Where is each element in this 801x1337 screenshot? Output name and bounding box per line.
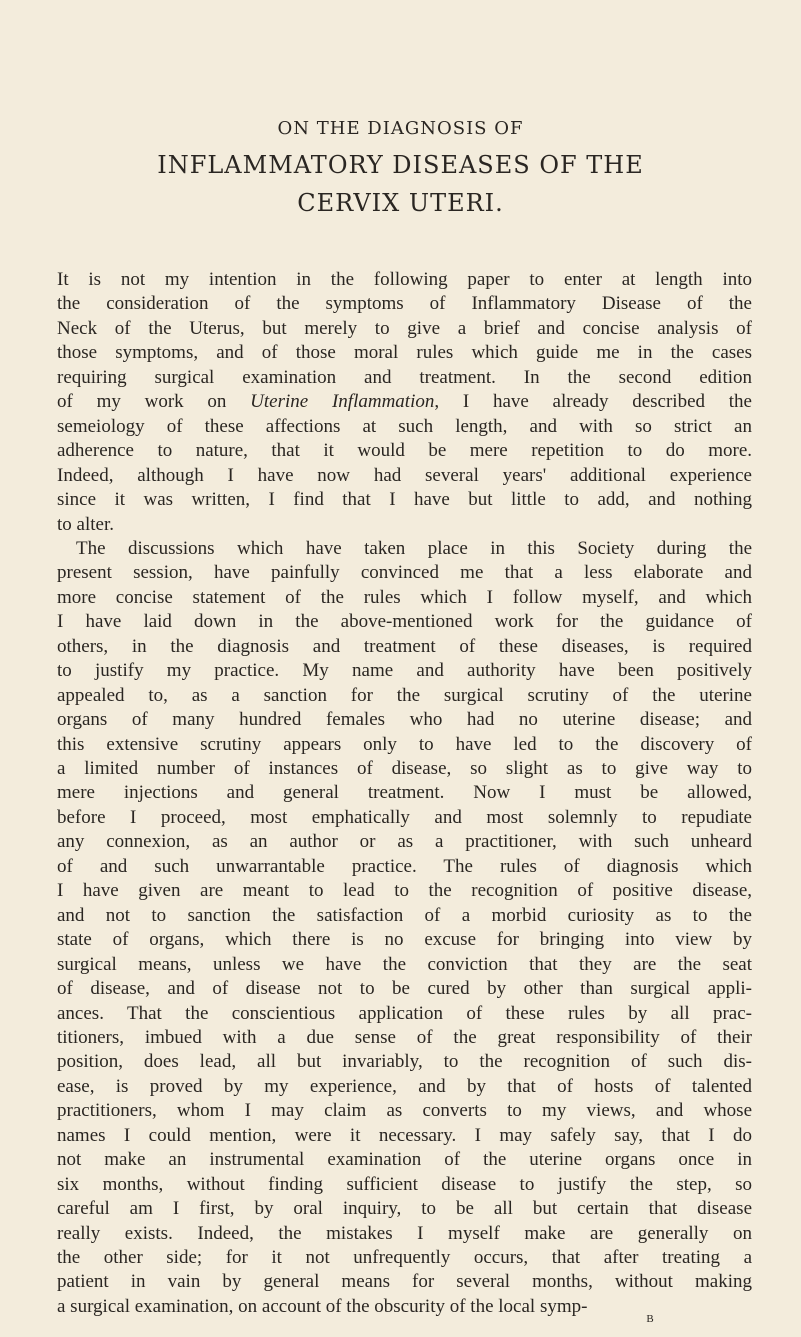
text-line: since it was written, I find that I have but little to add, and nothing [57,489,752,510]
text-line: of and such unwarrantable practice. The rules of diagnosis which [57,855,752,877]
text-line: Neck of the Uterus, but merely to give a brief and concise analysis of [57,317,752,339]
text-line: the other side; for it not unfrequently occurs, that after treating a [57,1247,752,1268]
text-line: careful am I first, by oral inquiry, to be all but certain that disease [57,1198,752,1220]
text-line: appealed to, as a sanction for the surgical scrutiny of the uterine [57,684,752,706]
text-line: It is not my intention in the following paper to enter at length into [57,269,752,290]
text-line: titioners, imbued with a due sense of the great responsibility of their [57,1026,752,1048]
text-line: names I could mention, were it necessary. I may safely say, that I do [57,1124,752,1146]
text-line: surgical means, unless we have the conviction that they are the seat [57,953,752,975]
text-line: present session, have painfully convinced me that a less elaborate and [57,562,752,584]
text-line: ease, is proved by my experience, and by that of hosts of talented [57,1075,752,1097]
text-line: to alter. [57,513,114,535]
text-line: requiring surgical examination and treatment. In the second edition [57,366,752,388]
text-line: of disease, and of disease not to be cured by other than surgical appli- [57,978,752,999]
title-line-1: ON THE DIAGNOSIS OF [277,118,524,139]
text-line: six months, without finding sufficient disease to justify the step, so [57,1173,752,1195]
text-line: ances. That the conscientious application of these rules by all prac- [57,1002,752,1024]
text-line: I have laid down in the above-mentioned work for the guidance of [57,611,752,633]
text-line: a surgical examination, on account of the obscurity of the local symp- [57,1295,588,1317]
text-line: really exists. Indeed, the mistakes I myself make are generally on [57,1222,752,1244]
text-line: and not to sanction the satisfaction of a morbid curiosity as to the [57,904,752,926]
text-line: mere injections and general treatment. Now I must be allowed, [57,782,752,804]
text-line: Indeed, although I have now had several years' additional experience [57,464,752,486]
text-line: others, in the diagnosis and treatment of these diseases, is required [57,635,752,657]
text-line: position, does lead, all but invariably, to the recognition of such dis- [57,1051,752,1073]
text-line: I have given are meant to lead to the recognition of positive disease, [57,880,752,902]
italic-book-title: Uterine Inflammation [250,391,435,413]
text-line: practitioners, whom I may claim as converts to my views, and whose [57,1100,752,1122]
text-line: of my work on Uterine Inflammation, I have already described the [57,391,752,413]
text-line: more concise statement of the rules which I follow myself, and which [57,586,752,608]
text-line: The discussions which have taken place in this Society during the [76,538,752,559]
text-line: state of organs, which there is no excuse for bringing into view by [57,929,752,951]
text-line: to justify my practice. My name and authority have been positively [57,660,752,682]
text-line: the consideration of the symptoms of Inflammatory Disease of the [57,293,752,315]
text-line: a limited number of instances of disease, so slight as to give way to [57,758,752,779]
text-line: patient in vain by general means for several months, without making [57,1271,752,1293]
title-line-3: CERVIX UTERI. [297,189,504,217]
text-line: not make an instrumental examination of the uterine organs once in [57,1149,752,1171]
text-line: this extensive scrutiny appears only to have led to the discovery of [57,733,752,755]
text-line: before I proceed, most emphatically and most solemnly to repudiate [57,806,752,828]
text-line: adherence to nature, that it would be mere repetition to do more. [57,440,752,462]
text-line: organs of many hundred females who had no uterine disease; and [57,709,752,731]
signature-mark: B [646,1313,654,1325]
text-line: those symptoms, and of those moral rules which guide me in the cases [57,342,752,364]
title-line-2: INFLAMMATORY DISEASES OF THE [157,151,644,179]
text-line: semeiology of these affections at such length, and with so strict an [57,415,752,437]
text-line: any connexion, as an author or as a practitioner, with such unheard [57,831,752,853]
